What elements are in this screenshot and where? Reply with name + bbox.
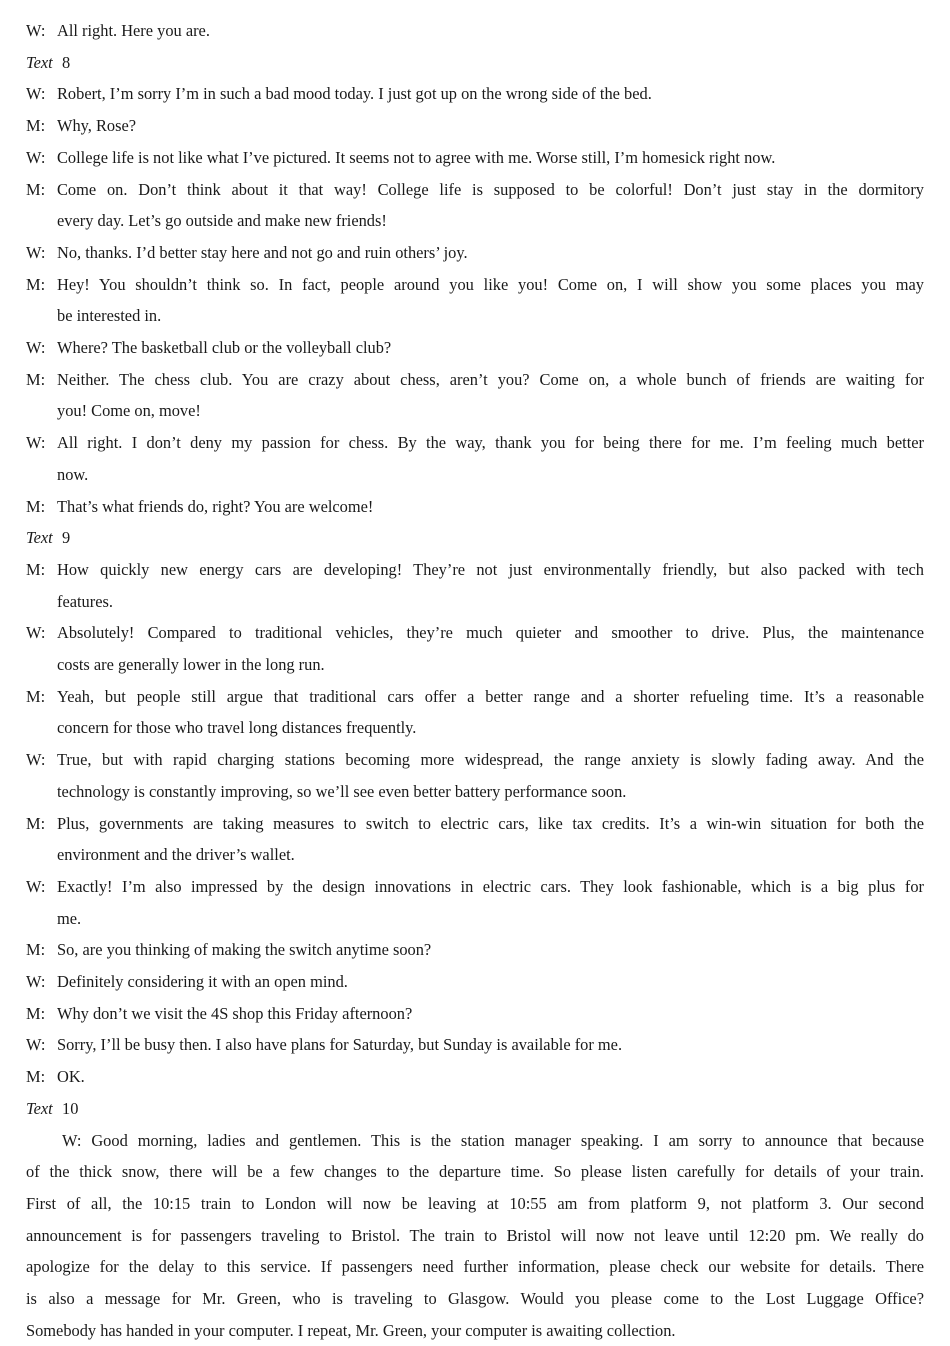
announcement-line	[0, 1284, 950, 1314]
speaker-label: W:	[26, 876, 46, 896]
dialogue-line	[0, 967, 950, 997]
dialogue-line	[0, 1062, 950, 1092]
dialogue-line	[0, 745, 950, 775]
dialogue-line	[0, 301, 950, 331]
dialogue-text: No, thanks. I’d better stay here and not go and ruin others’ joy.	[57, 242, 468, 262]
speaker-label: W:	[26, 750, 46, 770]
dialogue-text: Why, Rose?	[57, 116, 137, 136]
dialogue-line	[0, 935, 950, 965]
section-heading	[0, 523, 950, 553]
dialogue-text: features.	[57, 591, 113, 611]
announcement-text: First of all, the 10:15 train to London will now be leaving at 10:55 am from platform 9, not platform 3. Our second	[26, 1193, 924, 1213]
speaker-label: M:	[26, 940, 46, 960]
dialogue-text: So, are you thinking of making the switch anytime soon?	[57, 940, 432, 960]
speaker-label: W:	[26, 433, 46, 453]
dialogue-line	[0, 175, 950, 205]
dialogue-line	[0, 587, 950, 617]
dialogue-text: technology is constantly improving, so we’ll see even better battery performance soon.	[57, 781, 627, 801]
speaker-label: M:	[26, 369, 46, 389]
dialogue-line	[0, 999, 950, 1029]
dialogue-text: Exactly! I’m also impressed by the design innovations in electric cars. They look fashionable, which is a big plus for	[57, 876, 924, 896]
dialogue-line	[0, 618, 950, 648]
dialogue-line	[0, 79, 950, 109]
dialogue-line	[0, 777, 950, 807]
dialogue-line	[0, 904, 950, 934]
dialogue-text: Robert, I’m sorry I’m in such a bad mood today. I just got up on the wrong side of the bed.	[57, 84, 652, 104]
announcement-line	[0, 1189, 950, 1219]
dialogue-line	[0, 270, 950, 300]
dialogue-line	[0, 809, 950, 839]
dialogue-text: That’s what friends do, right? You are welcome!	[57, 496, 374, 516]
announcement-text: W: Good morning, ladies and gentlemen. This is the station manager speaking. I am sorry to announce that because	[62, 1130, 924, 1150]
dialogue-text: you! Come on, move!	[57, 401, 201, 421]
speaker-label: M:	[26, 1067, 46, 1087]
dialogue-line	[0, 492, 950, 522]
announcement-line	[0, 1157, 950, 1187]
section-heading-label: Text	[26, 1098, 53, 1118]
speaker-label: W:	[26, 242, 46, 262]
speaker-label: M:	[26, 813, 46, 833]
dialogue-text: Come on. Don’t think about it that way! College life is supposed to be colorful! Don’t just stay in the dormitory	[57, 179, 924, 199]
section-heading	[0, 48, 950, 78]
speaker-label: M:	[26, 496, 46, 516]
dialogue-line	[0, 396, 950, 426]
dialogue-text: Neither. The chess club. You are crazy about chess, aren’t you? Come on, a whole bunch of friends are waiting for	[57, 369, 924, 389]
dialogue-line	[0, 555, 950, 585]
dialogue-line	[0, 16, 950, 46]
section-heading	[0, 1094, 950, 1124]
section-heading-number: 9	[62, 528, 71, 548]
speaker-label: M:	[26, 116, 46, 136]
dialogue-text: environment and the driver’s wallet.	[57, 845, 295, 865]
dialogue-text: All right. I don’t deny my passion for chess. By the way, thank you for being there for me. I’m feeling much better	[57, 433, 924, 453]
dialogue-line	[0, 460, 950, 490]
announcement-line	[0, 1316, 950, 1346]
speaker-label: M:	[26, 1003, 46, 1023]
announcement-text: is also a message for Mr. Green, who is traveling to Glasgow. Would you please come to the Lost Luggage Office?	[26, 1289, 924, 1308]
dialogue-line	[0, 238, 950, 268]
dialogue-line	[0, 713, 950, 743]
speaker-label: W:	[26, 147, 46, 167]
dialogue-text: Absolutely! Compared to traditional vehicles, they’re much quieter and smoother to drive. Plus, the maintenance	[57, 623, 924, 643]
dialogue-text: Yeah, but people still argue that traditional cars offer a better range and a shorter refueling time. It’s a reasonable	[57, 686, 924, 706]
dialogue-text: All right. Here you are.	[57, 21, 210, 40]
dialogue-line	[0, 650, 950, 680]
dialogue-text: Hey! You shouldn’t think so. In fact, people around you like you! Come on, I will show you some places you may	[57, 274, 924, 294]
dialogue-text: now.	[57, 464, 89, 484]
dialogue-text: Where? The basketball club or the volleyball club?	[57, 338, 392, 357]
dialogue-text: OK.	[57, 1067, 85, 1087]
dialogue-text: True, but with rapid charging stations becoming more widespread, the range anxiety is slowly fading away. And the	[57, 750, 924, 770]
dialogue-line	[0, 872, 950, 902]
announcement-text: announcement is for passengers traveling to Bristol. The train to Bristol will now not leave until 12:20 pm. We really do	[26, 1225, 924, 1245]
section-heading-label: Text	[26, 52, 53, 72]
speaker-label: W:	[26, 972, 46, 991]
dialogue-text: costs are generally lower in the long run.	[57, 655, 325, 674]
dialogue-line	[0, 206, 950, 236]
section-heading-number: 10	[62, 1098, 79, 1118]
dialogue-text: Sorry, I’ll be busy then. I also have plans for Saturday, but Sunday is available for me.	[57, 1035, 623, 1055]
announcement-line	[0, 1126, 950, 1156]
dialogue-text: College life is not like what I’ve pictured. It seems not to agree with me. Worse still, I’m homesick right now.	[57, 147, 776, 167]
announcement-text: Somebody has handed in your computer. I repeat, Mr. Green, your computer is awaiting collection.	[26, 1320, 676, 1340]
speaker-label: M:	[26, 179, 46, 199]
dialogue-line	[0, 333, 950, 363]
dialogue-line	[0, 682, 950, 712]
dialogue-text: Definitely considering it with an open mind.	[57, 972, 348, 991]
dialogue-text: How quickly new energy cars are developing! They’re not just environmentally friendly, but also packed with tech	[57, 559, 924, 579]
speaker-label: M:	[26, 274, 46, 294]
dialogue-text: be interested in.	[57, 306, 162, 326]
speaker-label: W:	[26, 1035, 46, 1055]
section-heading-number: 8	[62, 52, 71, 72]
announcement-line	[0, 1252, 950, 1282]
speaker-label: M:	[26, 686, 46, 706]
speaker-label: W:	[26, 21, 46, 40]
speaker-label: W:	[26, 338, 46, 357]
dialogue-text: concern for those who travel long distances frequently.	[57, 718, 417, 738]
dialogue-text: Plus, governments are taking measures to switch to electric cars, like tax credits. It’s a win-win situation for both the	[57, 813, 924, 833]
speaker-label: M:	[26, 559, 46, 579]
speaker-label: W:	[26, 623, 46, 643]
announcement-text: of the thick snow, there will be a few changes to the departure time. So please listen carefully for details of your train.	[26, 1162, 924, 1182]
announcement-line	[0, 1221, 950, 1251]
dialogue-text: Why don’t we visit the 4S shop this Friday afternoon?	[57, 1003, 413, 1023]
dialogue-line	[0, 1030, 950, 1060]
dialogue-line	[0, 365, 950, 395]
speaker-label: W:	[26, 84, 46, 104]
announcement-text: apologize for the delay to this service. If passengers need further information, please check our website for details. There	[26, 1257, 924, 1277]
dialogue-line	[0, 428, 950, 458]
section-heading-label: Text	[26, 528, 53, 548]
dialogue-line	[0, 143, 950, 173]
dialogue-text: me.	[57, 908, 82, 928]
dialogue-text: every day. Let’s go outside and make new friends!	[57, 211, 387, 231]
dialogue-line	[0, 840, 950, 870]
dialogue-line	[0, 111, 950, 141]
